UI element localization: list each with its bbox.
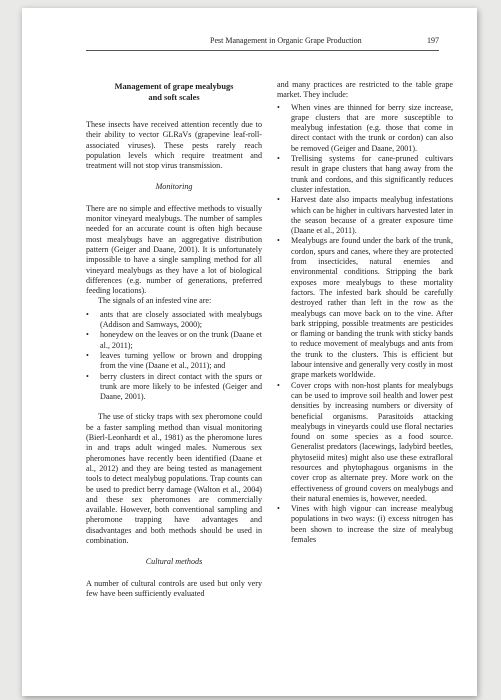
running-title: Pest Management in Organic Grape Production <box>210 36 362 45</box>
cultural-controls-list <box>277 103 453 546</box>
signals-list <box>86 310 262 403</box>
list-item: • Vines with high vigour can increase mealybug populations in two ways: (i) excess nitrogen has been shown to increase the size of mealybug females <box>277 504 453 545</box>
continuation-paragraph: and many practices are restricted to the table grape market. They include: <box>277 80 453 100</box>
list-item: • Harvest date also impacts mealybug infestations which can be higher in cultivars harvested later in the season because of a greater exposure time (Daane et al., 2011). <box>277 195 453 236</box>
list-item: • leaves turning yellow or brown and dropping from the vine (Daane et al., 2011); and <box>86 351 262 372</box>
book-page <box>22 8 477 696</box>
list-item: • When vines are thinned for berry size increase, grape clusters that are more susceptible to mealybug infestation (e.g. those that come in direct contact with the trunk or cordon) can also be removed (Geiger and Daane, 2001). <box>277 103 453 154</box>
cultural-methods-paragraph: A number of cultural controls are used but only very few have been sufficiently evaluated <box>86 578 262 598</box>
section-title-line-2: and soft scales <box>148 92 200 102</box>
section-title <box>86 82 262 103</box>
intro-paragraph: These insects have received attention recently due to their ability to vector GLRaVs (grapevine leaf-roll-associated viruses). These pests rarely reach population levels which require treatment and treatment will not stop virus transmission. <box>86 120 262 171</box>
cultural-methods-heading: Cultural methods <box>145 557 203 567</box>
list-item: • Trellising systems for cane-pruned cultivars result in grape clusters that hang away from the trunk and cordons, and this significantly reduces cluster infestation. <box>277 154 453 195</box>
list-item: • ants that are closely associated with mealybugs (Addison and Samways, 2000); <box>86 310 262 331</box>
right-column <box>277 80 453 545</box>
list-item: • Cover crops with non-host plants for mealybugs can be used to improve soil health and lower pest densities by increasing numbers or diversity of beneficial organisms. Parasitoids attacking mealybugs in vineyards could use floral nectaries found on some species as a food source. Generalist predators (lacewings, ladybird beetles, phytoseiid mites) might also use these extrafloral resources and phytophagous organisms in the cover crop as alternate prey. More work on the effectiveness of ground covers on mealybugs and their natural enemies is, however, needed. <box>277 381 453 505</box>
page-number: 197 <box>427 36 439 45</box>
running-header <box>86 34 439 51</box>
section-title-line-1: Management of grape mealybugs <box>114 82 234 91</box>
list-item: • Mealybugs are found under the bark of the trunk, cordon, spurs and canes, where they are protected from insecticides, natural enemies and environmental conditions. Stripping the bark exposes more mealybugs to these mortality factors. The infested bark should be carefully destroyed rather than left in the row as the mealybugs can move back on to the vine. After bark stripping, possible treatments are pesticides or flaming or banding the trunk with sticky bands to reduce movement of mealybugs and ants from the trunk to the clusters. This is efficient but labour intensive and generally very costly in most grape markets worldwide. <box>277 236 453 380</box>
sticky-traps-paragraph: The use of sticky traps with sex pheromone could be a faster sampling method than visual monitoring (Bierl-Leonhardt et al., 1981) as the pheromone lures in and traps adult winged males. Numerous sex pheromones have recently been identified (Daane et al., 2012) and they are being tested as management tools to detect mealybug populations. Trap counts can be used to predict berry damage (Walton et al., 2004) and these sex pheromones are commercially available. However, both conventional sampling and pheromone trapping have advantages and disadvantages and both methods should be used in combination. <box>86 412 262 545</box>
list-item: • honeydew on the leaves or on the trunk (Daane et al., 2011); <box>86 330 262 351</box>
list-item: • berry clusters in direct contact with the spurs or trunk are more likely to be infested (Geiger and Daane, 2001). <box>86 372 262 403</box>
monitoring-paragraph: There are no simple and effective methods to visually monitor vineyard mealybugs. The number of samples needed for an accurate count is often high because most mealybugs have an aggregative distribution pattern (Geiger and Daane, 2001). It is unfortunately impossible to have a single sampling method for all vineyard mealybugs as they have a lot of biological differences (e.g. number of generations, preferred feeding locations). <box>86 203 262 296</box>
left-column <box>86 82 262 599</box>
monitoring-heading: Monitoring <box>155 182 193 192</box>
signals-intro: The signals of an infested vine are: <box>98 296 212 306</box>
